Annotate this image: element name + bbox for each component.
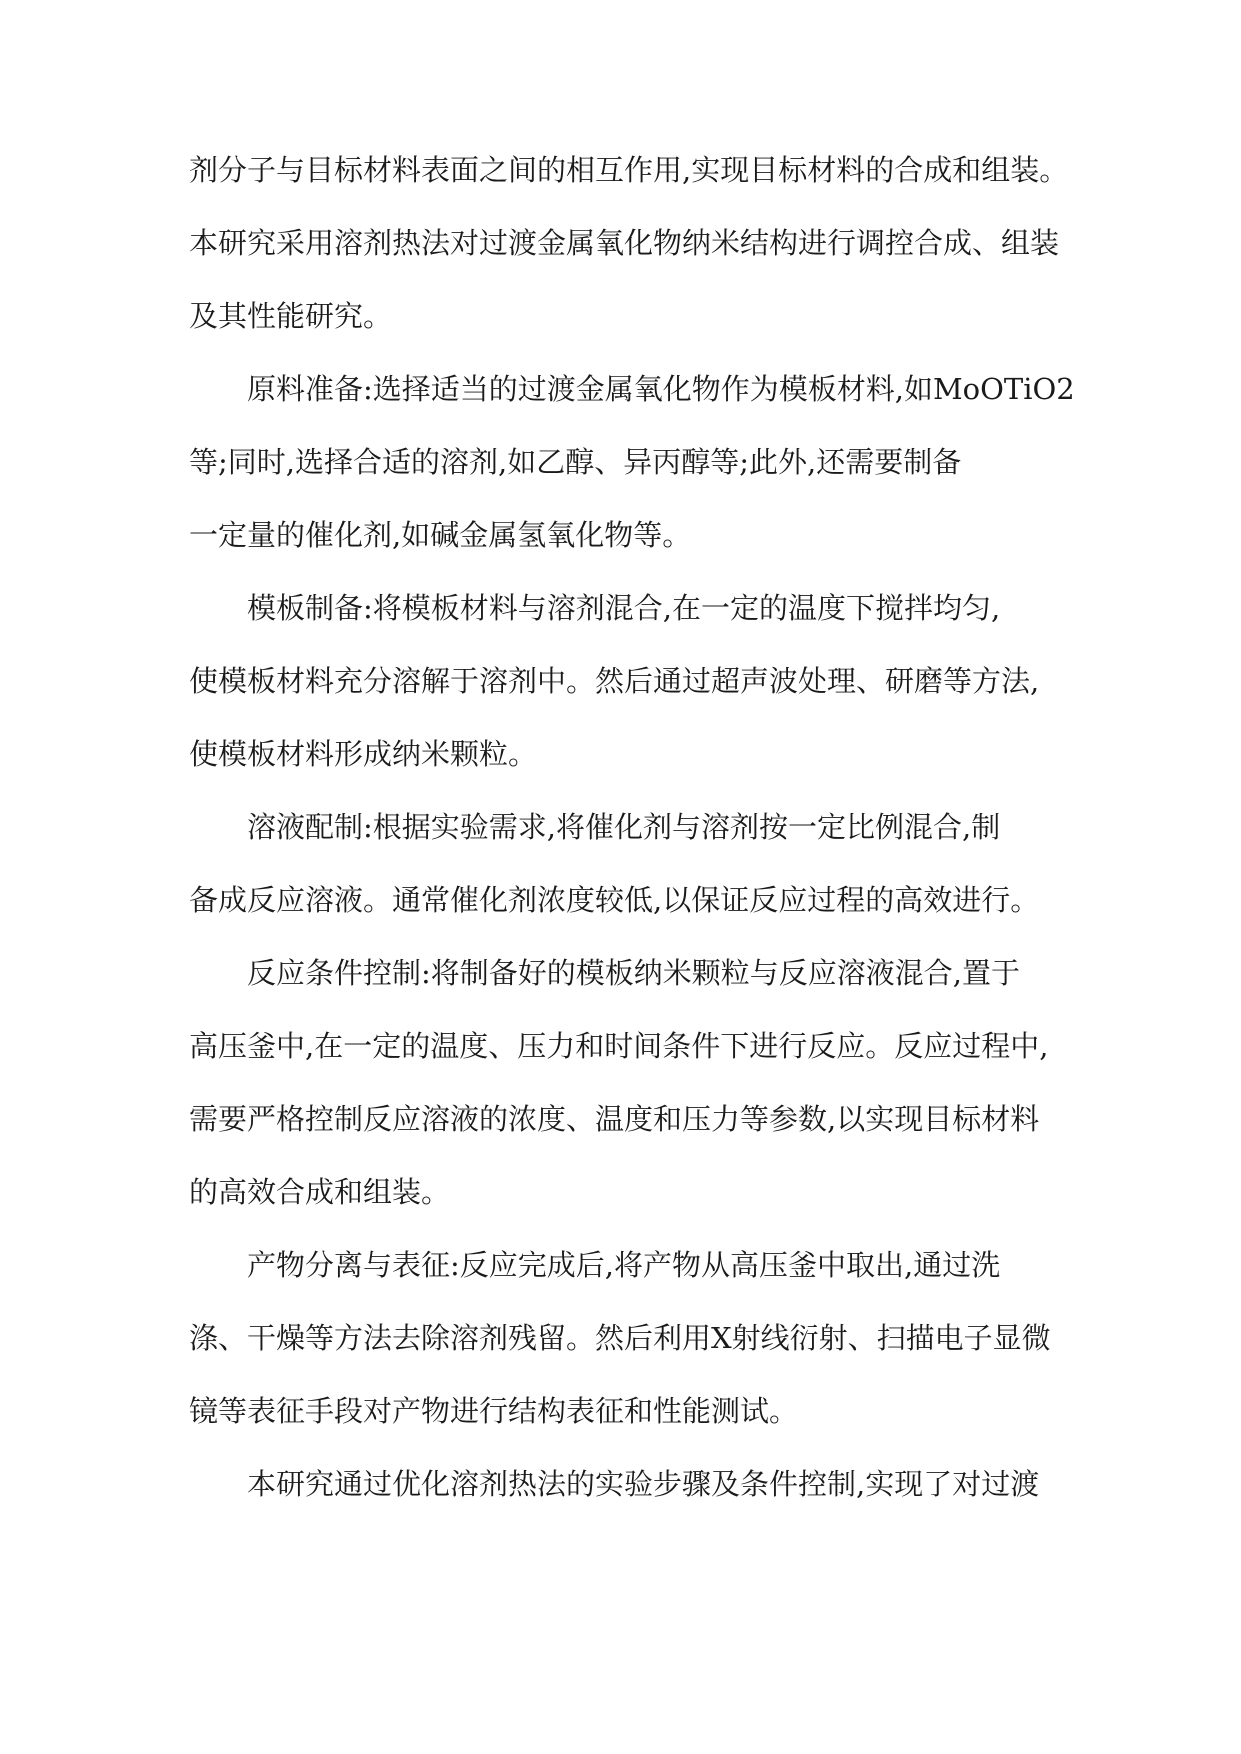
text-line: 使模板材料形成纳米颗粒。 bbox=[189, 737, 538, 771]
text-line: 及其性能研究。 bbox=[189, 299, 393, 333]
paragraph-start-line: 原料准备:选择适当的过渡金属氧化物作为模板材料,如MoOTiO2 bbox=[247, 372, 1075, 406]
paragraph-start-line: 本研究通过优化溶剂热法的实验步骤及条件控制,实现了对过渡 bbox=[247, 1467, 1040, 1501]
text-line: 剂分子与目标材料表面之间的相互作用,实现目标材料的合成和组装。 bbox=[189, 153, 1069, 187]
text-line: 等;同时,选择合适的溶剂,如乙醇、异丙醇等;此外,还需要制备 bbox=[189, 445, 962, 479]
text-line: 高压釜中,在一定的温度、压力和时间条件下进行反应。反应过程中, bbox=[189, 1029, 1049, 1063]
text-line: 的高效合成和组装。 bbox=[189, 1175, 451, 1209]
paragraph-start-line: 溶液配制:根据实验需求,将催化剂与溶剂按一定比例混合,制 bbox=[247, 810, 1001, 844]
text-line: 一定量的催化剂,如碱金属氢氧化物等。 bbox=[189, 518, 692, 552]
body-text bbox=[189, 142, 1089, 1529]
paragraph-start-line: 模板制备:将模板材料与溶剂混合,在一定的温度下搅拌均匀, bbox=[247, 591, 1001, 625]
paragraph-start-line: 反应条件控制:将制备好的模板纳米颗粒与反应溶液混合,置于 bbox=[247, 956, 1020, 990]
text-line: 本研究采用溶剂热法对过渡金属氧化物纳米结构进行调控合成、组装 bbox=[189, 226, 1060, 260]
text-line: 镜等表征手段对产物进行结构表征和性能测试。 bbox=[189, 1394, 799, 1428]
paragraph-start-line: 产物分离与表征:反应完成后,将产物从高压釜中取出,通过洗 bbox=[247, 1248, 1001, 1282]
text-line: 备成反应溶液。通常催化剂浓度较低,以保证反应过程的高效进行。 bbox=[189, 883, 1040, 917]
text-line: 使模板材料充分溶解于溶剂中。然后通过超声波处理、研磨等方法, bbox=[189, 664, 1040, 698]
text-line: 需要严格控制反应溶液的浓度、温度和压力等参数,以实现目标材料 bbox=[189, 1102, 1040, 1136]
text-line: 涤、干燥等方法去除溶剂残留。然后利用X射线衍射、扫描电子显微 bbox=[189, 1321, 1051, 1355]
